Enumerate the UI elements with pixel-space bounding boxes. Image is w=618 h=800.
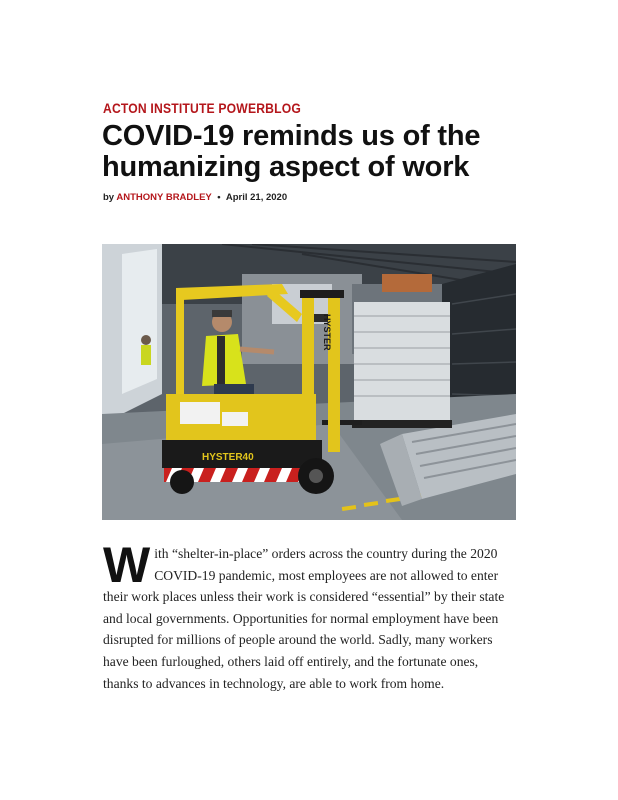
- article-title: COVID-19 reminds us of the humanizing aspect of work: [102, 120, 481, 183]
- byline-separator: •: [217, 192, 221, 203]
- drop-cap: W: [103, 537, 151, 593]
- blog-kicker: ACTON INSTITUTE POWERBLOG: [103, 101, 301, 116]
- author-link[interactable]: ANTHONY BRADLEY: [116, 192, 212, 203]
- forklift-model-label: HYSTER40: [202, 452, 254, 463]
- byline: [103, 192, 287, 203]
- article-paragraph: ith “shelter-in-place” orders across the country during the 2020 COVID-19 pandemic, most employees are not allowed to enter their work places unless their work is considered “essential” by their state and local governments. Opportunities for normal employment have been disrupted for millions of people around the world. Sadly, many workers have been furloughed, others laid off entirely, and the fortunate ones, thanks to advances in technology, are able to work from home.: [103, 546, 505, 691]
- article-body: [103, 537, 515, 694]
- byline-prefix: by: [103, 192, 115, 203]
- publish-date: April 21, 2020: [225, 192, 288, 203]
- forklift-brand-label: HYSTER: [322, 314, 332, 351]
- warehouse-forklift-photo: [102, 244, 516, 520]
